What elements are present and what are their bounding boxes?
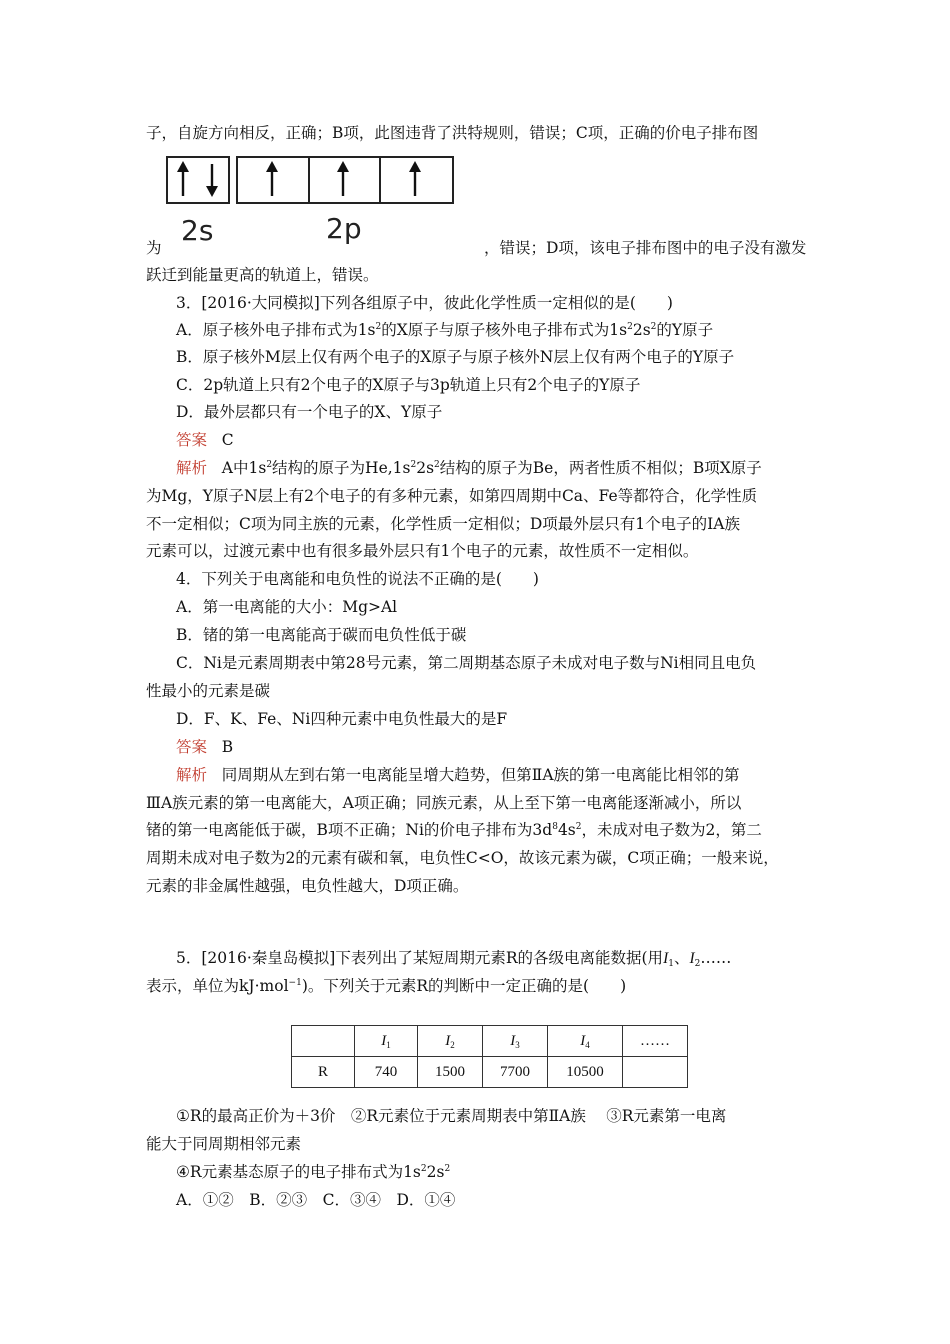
orbital-label-2s: 2s — [181, 214, 214, 247]
table-cell-i3: 7700 — [483, 1057, 548, 1088]
q3-explanation-1: 解析 A中$1s^2$结构的原子为$He,1s^22s^2$结构的原子为Be，两者性质不相似；B项X原子 — [176, 459, 762, 477]
q3-explanation-4: 元素可以，过渡元素中也有很多最外层只有1个电子的元素，故性质不一定相似。 — [146, 542, 699, 560]
q3-explanation-3: 不一定相似；C项为同主族的元素，化学性质一定相似；D项最外层只有1个电子的ⅠA族 — [146, 515, 740, 533]
table-cell-empty — [623, 1057, 688, 1088]
q4-explanation-1: 解析 同周期从左到右第一电离能呈增大趋势，但第ⅡA族的第一电离能比相邻的第 — [176, 766, 740, 784]
q4-explanation-3: 锗的第一电离能低于碳，B项不正确；Ni的价电子排布为$3d^84s^2$，未成对电子数为2，第二 — [146, 821, 762, 839]
table-header-ellipsis: …… — [623, 1026, 688, 1057]
intro-line-2: ，错误；D项，该电子排布图中的电子没有激发 — [484, 239, 807, 257]
table-header-i4: $I_4$ — [548, 1026, 623, 1057]
q3-option-b: B．原子核外M层上仅有两个电子的X原子与原子核外N层上仅有两个电子的Y原子 — [176, 348, 735, 366]
q3-answer: 答案 C — [176, 431, 234, 449]
intro-line-3: 跃迁到能量更高的轨道上，错误。 — [146, 266, 379, 284]
table-header-i1: $I_1$ — [355, 1026, 418, 1057]
orbital-box-2s — [166, 156, 230, 204]
q4-explanation-4: 周期未成对电子数为2的元素有碳和氧，电负性C<O，故该元素为碳，C项正确；一般来说， — [146, 849, 779, 867]
q3-explanation-2: 为Mg，Y原子N层上有2个电子的有多种元素，如第四周期中Ca、Fe等都符合，化学性质 — [146, 487, 758, 505]
table-row-label: R — [292, 1057, 355, 1088]
table-corner-cell — [292, 1026, 355, 1057]
q3-option-a: A．原子核外电子排布式为$1s^2$的X原子与原子核外电子排布式为$1s^22s^2$的Y原子 — [176, 321, 714, 339]
q4-stem: 4．下列关于电离能和电负性的说法不正确的是( ) — [176, 570, 539, 588]
q4-option-d: D．F、K、Fe、Ni四种元素中电负性最大的是F — [176, 710, 508, 728]
table-cell-i4: 10500 — [548, 1057, 623, 1088]
intro-line-1: 子，自旋方向相反，正确；B项，此图违背了洪特规则，错误；C项，正确的价电子排布图 — [146, 124, 759, 142]
q4-answer: 答案 B — [176, 738, 234, 756]
table-row — [292, 1057, 688, 1088]
q3-option-d: D．最外层都只有一个电子的X、Y原子 — [176, 403, 443, 421]
paired-arrows-icon — [168, 158, 228, 202]
table-header-row — [292, 1026, 688, 1057]
q5-statements-2: 能大于同周期相邻元素 — [146, 1135, 302, 1153]
ionization-energy-table — [291, 1025, 688, 1088]
q4-option-c-1: C．Ni是元素周期表中第28号元素，第二周期基态原子未成对电子数与Ni相同且电负 — [176, 654, 757, 672]
q4-option-a: A．第一电离能的大小：Mg>Al — [176, 598, 398, 616]
q5-stem-2: 表示，单位为kJ·mol$^{-1}$)。下列关于元素R的判断中一定正确的是( ) — [146, 977, 627, 995]
unpaired-arrows-icon — [238, 158, 452, 202]
q3-stem: 3．[2016·大同模拟]下列各组原子中，彼此化学性质一定相似的是( ) — [176, 294, 673, 312]
q4-explanation-5: 元素的非金属性越强，电负性越大，D项正确。 — [146, 877, 469, 895]
q4-explanation-2: ⅢA族元素的第一电离能大，A项正确；同族元素，从上至下第一电离能逐渐减小，所以 — [146, 794, 742, 812]
q4-option-b: B．锗的第一电离能高于碳而电负性低于碳 — [176, 626, 467, 644]
orbital-box-2p — [236, 156, 454, 204]
table-header-i3: $I_3$ — [483, 1026, 548, 1057]
q5-options: A．①② B．②③ C．③④ D．①④ — [176, 1191, 456, 1209]
q5-statements-1: ①R的最高正价为＋3价 ②R元素位于元素周期表中第ⅡA族 ③R元素第一电离 — [176, 1107, 727, 1125]
q3-option-c: C．2p轨道上只有2个电子的X原子与3p轨道上只有2个电子的Y原子 — [176, 376, 641, 394]
orbital-label-2p: 2p — [326, 212, 362, 245]
table-header-i2: $I_2$ — [418, 1026, 483, 1057]
table-cell-i1: 740 — [355, 1057, 418, 1088]
intro-wei: 为 — [146, 239, 162, 257]
table-cell-i2: 1500 — [418, 1057, 483, 1088]
q4-option-c-2: 性最小的元素是碳 — [146, 682, 271, 700]
q5-statements-3: ④R元素基态原子的电子排布式为$1s^22s^2$ — [176, 1163, 451, 1181]
q5-stem-1: 5．[2016·秦皇岛模拟]下表列出了某短周期元素R的各级电离能数据(用$I_1$、$I_2\dots\dots$ — [176, 949, 732, 969]
